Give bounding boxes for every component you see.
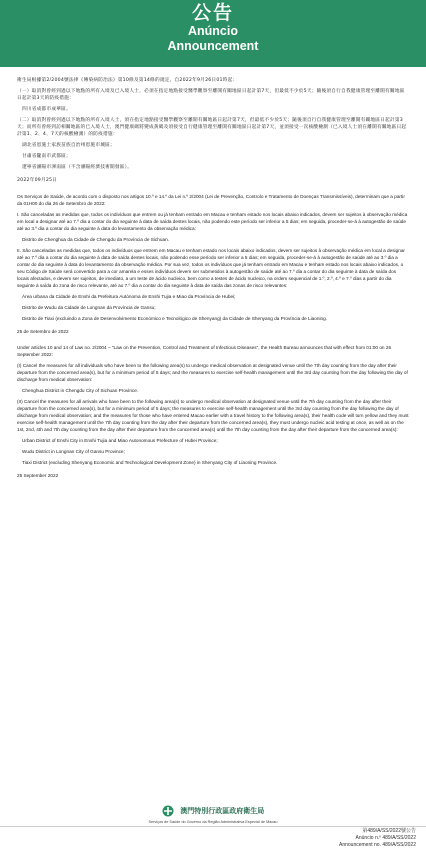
footer-divider <box>0 826 426 827</box>
announcement-reference-numbers <box>339 828 416 849</box>
health-bureau-emblem-icon <box>162 805 174 817</box>
pt-date: 25 de Setembro de 2022 <box>17 329 69 334</box>
en-paragraph-1: (I) Cancel the measures for all individuals who have been to the following area(s) to undergo medical observation at designated venue until the 7th day counting from the day after their departure from the concerned area(s), but for a minimum period of 5 days; and the measures to exercise self-health management until the 3rd day counting from the day following the day of discharge from medical observation: <box>17 363 408 382</box>
zh-intro: 衛生局根據第2/2004號法律《傳染病防治法》第10條及第14條的規定，自2022年9月26日01時起： <box>17 78 238 83</box>
pt-p2-item-2: Distrito de Wudu da Cidade de Longnan da Província de Gansu; <box>22 305 156 310</box>
en-p1-item-1: Chenghua District in Chengdu City of Sichuan Province. <box>22 388 139 393</box>
issuer-block <box>0 802 426 825</box>
en-p2-item-2: Wudu District in Longnan City of Gansu Province; <box>22 449 125 454</box>
reference-english: Announcement no. 489/A/SS/2022 <box>338 842 416 848</box>
en-date: 25 September 2022 <box>17 473 59 478</box>
pt-intro: Os Serviços de Saúde, de acordo com o disposto nos artigos 10.º e 14.º da Lei n.º 2/2004 (Lei de Prevenção, Controlo e Tratamento de Doenças Transmissíveis), determinam que a partir da 01H00 do dia 26 de Setembro de 2022: <box>17 194 405 206</box>
title-portuguese: Anúncio <box>188 24 238 38</box>
announcement-body <box>0 67 426 479</box>
zh-paragraph-2: （二）取消對曾經到過以下地點的所有入境人士，須在指定地點接受醫學觀察至離開有關地區日起計第7天，但最低不少於5天；隨後須自行自我健康管理至離開有關地區日起計第3天；而所有曾經到訪相關地區的已入境人士，澳門健康碼將變成黃碼及須接受自行健康管理至離開有關地區日起計第7天，並須接受一次核酸檢測（已入境人士須在離開有關地區日起計第1、2、4、7天的核酸檢測）的防疫措施： <box>17 118 407 137</box>
title-english: Announcement <box>167 39 259 53</box>
pt-p2-item-3: Distrito de Tiaxi (excluindo a Zona de Desenvolvimento Económico e Tecnológico de Shenyang) da Cidade de Shenyang da Província de Liaoning. <box>22 316 328 321</box>
issuer-name-portuguese: Serviços de Saúde do Governo da Região Administrativa Especial de Macau <box>148 820 278 824</box>
zh-date: 2022年09月25日 <box>17 178 58 183</box>
en-p2-item-1: Urban District of Enshi City in Enshi Tujia and Miao Autonomous Prefecture of Hubei Province; <box>22 438 218 443</box>
announcement-header <box>0 0 426 67</box>
zh-p2-item-1: 湖北省恩施土家族苗族自治州恩施市城區； <box>22 143 115 148</box>
zh-p1-item-1: 四川省成都市成華區。 <box>22 107 71 112</box>
zh-p2-item-2: 甘肅省隴南市武都區； <box>22 154 71 159</box>
reference-portuguese: Anúncio n.º 489/A/SS/2022 <box>355 835 416 841</box>
en-intro: Under articles 10 and 14 of Law no. 2/2004 – "Law on the Prevention, Control and Treatment of Infectious Diseases", the Health Bureau announces that with effect from 01:00 on 26 September 2022: <box>17 345 392 357</box>
en-paragraph-2: (II) Cancel the measures for all arrivals who have been to the following area(s) to undergo medical observation at designated venue until the 7th day counting from the day after their departure from the concerned area(s), but for a minimum period of 5 days; the measures to exercise self-health management until the 3rd day counting from the day following the day of discharge from medical observation; and the measures for those who have entered Macao earlier with a travel history to the following area(s), their health code will turn yellow and they must exercise self-health management until the 7th day counting from the day after their departure from the concerned area(s), they must undergo nucleic acid testing at once, as well as on the 1st, 2nd, 4th and 7th day counting from the day after their departure from the concerned area(s) until the 7th day counting from the day after their departure from the concerned area(s): <box>17 399 409 432</box>
pt-p2-item-1: Área urbana da Cidade de Enshi da Prefeitura Autónoma de Enshi Tujia e Miao da Província de Hubei; <box>22 294 236 299</box>
reference-chinese: 第489/A/SS/2022號公告 <box>362 828 416 834</box>
issuer-name-chinese: 澳門特別行政區政府衛生局 <box>180 806 265 815</box>
en-p2-item-3: Tiaxi District (excluding Shenyang Economic and Technological Development Zone) in Shenyang City of Liaoning Province. <box>22 460 278 465</box>
title-chinese: 公告 <box>191 2 234 24</box>
pt-paragraph-2: II. São canceladas as medidas que, todos os indivíduos que entrem em Macau e tenham estado nos locais abaixo indicados, devem ser sujeitos à observação médica em local a designar até ao 7.º dia a contar do dia seguinte à data de saída destes locais, não podendo esse período ser inferior a 5 dias; em seguida, proceder-se-á à autogestão de saúde até ao 3.º dia a contar do dia seguinte à data do levantamento da observação médica. Por sua vez, todos os indivíduos que já tenham entrado em Macau e tenham estado nos locais abaixo indicados, o seu Código de Saúde será convertido para a cor amarela e esses indivíduos devem ser submetidos à autogestão de saúde até ao 7.º dia a contar do dia seguinte à data de saída dos locais afectados, e devem ser sujeitos, de imediato, a um teste de ácido nucleico, bem como a testes de ácido nucleico, na ordem sequencial de 1.º, 2.º, 4.º e 7.º dias a partir do dia seguinte à saída do zona de risco relevante, até ao 7.º dia a contar do dia seguinte à data de saída das zonas de risco relevantes: <box>17 248 405 288</box>
zh-paragraph-1: （一）取消對曾經到過以下地點的所有入境及已入境人士，必須在指定地點接受醫學觀察至離開有關地區日起計第7天，但最低不少於5天；隨後須自行自我健康管理至離開有關地區日起計第3天的防疫措施： <box>17 89 405 101</box>
zh-p2-item-3: 遼寧省瀋陽市渾南區（不含瀋陽經濟技術開發區）。 <box>22 165 133 170</box>
pt-p1-item-1: Distrito de Chenghua da Cidade de Chengdu da Província de Sichuan. <box>22 237 169 242</box>
pt-paragraph-1: I. São canceladas as medidas que, todos os indivíduos que entrem ou já tenham entrado em Macau e tenham estado nos locais abaixo indicados, devem ser sujeitos à observação médica em local a designar até ao 7.º dia a contar do dia seguinte à data de saída destes locais, não podendo este período ser inferior a 5 dias; em seguida, proceder-se-á à autogestão de saúde até ao 3.º dia a contar do dia seguinte à data do levantamento da observação médica: <box>17 212 408 231</box>
